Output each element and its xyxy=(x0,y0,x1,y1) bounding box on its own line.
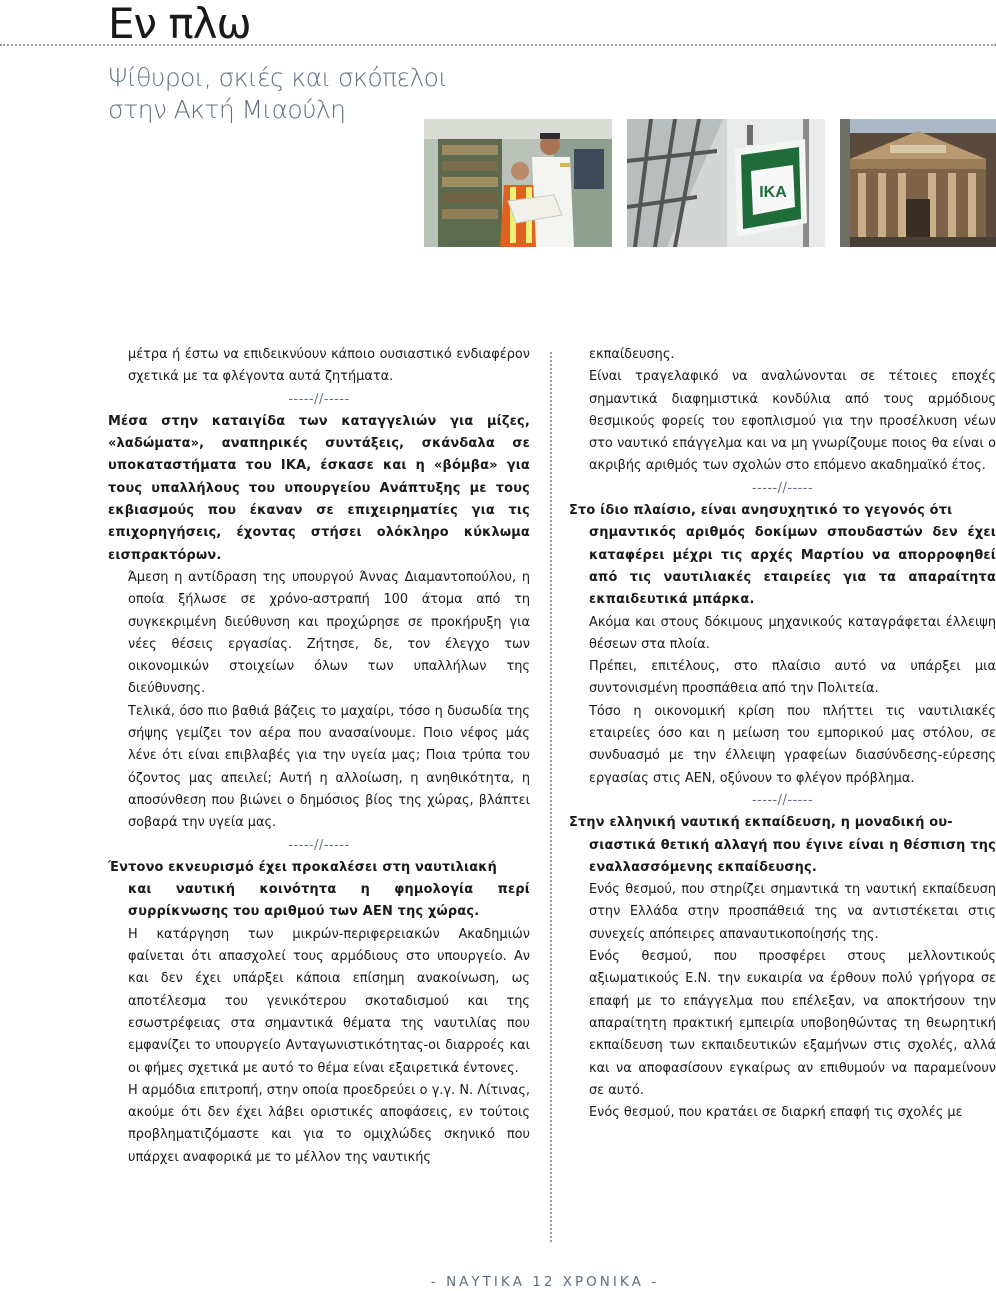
paragraph-10: Ενός θεσμού, που κρατάει σε διαρκή επαφή τις σχολές με xyxy=(589,1105,963,1121)
section-separator: -----//----- xyxy=(751,480,814,496)
photo-building xyxy=(840,119,996,247)
ika-sign-text: IKA xyxy=(759,184,787,201)
section-separator: -----//----- xyxy=(288,391,350,407)
lead-3-rest: σημαντικός αριθμός δοκίμων σπουδαστών δεν έχει καταφέρει μέχρι τις αρχές Μαρτίου να απορροφηθεί από τις ναυτιλιακές εταιρείες για τα απαραίτητα εκπαιδευτικά μπάρκα. xyxy=(589,525,996,608)
lead-4-rest: σιαστικά θετική αλλαγή που έγινε είναι η θέσπιση της εναλλασσόμενης εκπαίδευσης. xyxy=(589,837,996,875)
lead-3-first-line: Στο ίδιο πλαίσιο, είναι ανησυχητικό το γεγονός ότι xyxy=(569,503,953,519)
paragraph-7: Τόσο η οικονομική κρίση που πλήττει τις ναυτιλιακές εταιρείες όσο και η μείωση του εμπορικού μας στόλου, σε συνδυασμό με την έλλειψη γραφείων διασύνδεσης-εύρεσης εργασίας στις ΑΕΝ, οξύνουν το φλέγον πρόβλημα. xyxy=(589,703,996,786)
lead-2-rest: και ναυτική κοινότητα η φημολογία περί συρρίκνωσης του αριθμού των ΑΕΝ της χώρας. xyxy=(128,882,530,920)
paragraph-8: Ενός θεσμού, που στηρίζει σημαντικά τη ναυτική εκπαίδευση στην Ελλάδα στην προσπάθειά της να αντιστέκεται στις συνεχείς απόπειρες απαναυτικοποίησής της. xyxy=(589,882,996,942)
photo-ika-sign xyxy=(627,119,825,247)
paragraph-6: Πρέπει, επιτέλους, στο πλαίσιο αυτό να υπάρξει μια συντονισμένη προσπάθεια από την Πολιτεία. xyxy=(589,659,996,697)
paragraph-3: Η κατάργηση των μικρών-περιφερειακών Ακαδημιών φαίνεται ότι απασχολεί τους αρμόδιους στο υπουργείο. Αν και δεν έχει υπάρξει κάποια επίσημη ανακοίνωση, ως αποτέλεσμα του γενικότερου σκοταδισμού και της εσωστρέφειας στα σημαντικά θέματα της ναυτιλίας που εμφανίζει το υπουργείο Ανταγωνιστικότητας-οι διαρροές και οι φήμες σχετικά με αυτό το θέμα είναι εξαιρετικά έντονες. xyxy=(128,926,530,1076)
photo-ship-officers xyxy=(424,119,612,247)
paragraph-5: Ακόμα και στους δόκιμους μηχανικούς καταγράφεται έλλειψη θέσεων στα πλοία. xyxy=(589,614,996,652)
lead-paragraph-1: Μέσα στην καταιγίδα των καταγγελιών για μίζες, «λαδώματα», αναπηρικές συντάξεις, σκάνδαλα σε υποκαταστήματα του ΙΚΑ, έσκασε και η «βόμβα» για τους υπαλλήλους του υπουργείου Ανάπτυξης με τους εκβιασμούς που έκαναν σε επιχειρηματίες για τις επιχορηγήσεις, έχοντας στήσει ολόκληρο κύκλωμα εισπρακτόρων. xyxy=(108,413,530,563)
right-column xyxy=(569,344,996,1124)
column-divider xyxy=(550,352,552,1242)
paragraph-9: Ενός θεσμού, που προσφέρει στους μελλοντικούς αξιωματικούς Ε.Ν. την ευκαιρία να έρθουν πολύ γρήγορα σε επαφή με το επάγγελμα που επέλεξαν, να αποκτήσουν την απαραίτητη πρακτική εμπειρία υποβοηθώντας τη θεωρητική εκπαίδευση των εκπαιδευτικών εξαμήνων στις σχολές, αλλά και να αποφασίσουν εγκαίρως αν επιθυμούν να παραμείνουν σε αυτό. xyxy=(589,949,996,1098)
paragraph-top-1: εκπαίδευσης. xyxy=(589,347,675,362)
lead-paragraph-4 xyxy=(569,812,996,879)
page-footer: - ΝΑΥΤΙΚΑ 12 ΧΡΟΝΙΚΑ - xyxy=(430,1274,660,1290)
paragraph-2: Τελικά, όσο πιο βαθιά βάζεις το μαχαίρι, τόσο η δυσωδία της σήψης γεμίζει τον αέρα που ανασαίνουμε. Ποιο νέφος μάς λένε ότι είναι επιβλαβές για την υγεία μας; Ποια τρύπα του όζοντος μας απειλεί; Αυτή η αλλοίωση, η ανηθικότητα, η αποσύνθεση που βιώνει ο δημόσιος βίος της χώρας, βλάπτει σοβαρά την υγεία μας. xyxy=(128,703,530,831)
lead-paragraph-2 xyxy=(108,857,530,924)
section-separator: -----//----- xyxy=(751,792,814,808)
left-column xyxy=(108,344,530,1169)
paragraph-1: Άμεση η αντίδραση της υπουργού Άννας Διαμαντοπούλου, η οποία ξήλωσε σε χρόνο-αστραπή 100 άτομα από τη συγκεκριμένη διεύθυνση και προχώρησε σε προκήρυξη για νέες θέσεις εργασίας. Ζήτησε, δε, τον έλεγχο των οικονομικών στοιχείων όλων των υπαλλήλων της διεύθυνσης. xyxy=(128,569,530,697)
section-title: Εν πλω xyxy=(108,0,251,48)
header-divider xyxy=(0,44,996,46)
paragraph-4: Η αρμόδια επιτροπή, στην οποία προεδρεύει ο γ.γ. Ν. Λίτινας, ακούμε ότι δεν έχει λάβει οριστικές αποφάσεις, εν τούτοις προβληματιζόμαστε και για το ομιχλώδες σκηνικό που υπάρχει αναφορικά με το μέλλον της ναυτικής xyxy=(128,1082,530,1165)
section-separator: -----//----- xyxy=(288,837,350,853)
lead-4-first-line: Στην ελληνική ναυτική εκπαίδευση, η μοναδική ου- xyxy=(569,815,953,831)
article-subtitle: Ψίθυροι, σκιές και σκόπελοι στην Ακτή Μιαούλη xyxy=(108,63,448,124)
lead-paragraph-3 xyxy=(569,500,996,611)
paragraph-intro: μέτρα ή έστω να επιδεικνύουν κάποιο ουσιαστικό ενδιαφέρον σχετικά με τα φλέγοντα αυτά ζητήματα. xyxy=(128,347,530,385)
lead-2-first-line: Έντονο εκνευρισμό έχει προκαλέσει στη ναυτιλιακή xyxy=(108,859,498,875)
paragraph-top-2: Είναι τραγελαφικό να αναλώνονται σε τέτοιες εποχές σημαντικά διαφημιστικά κονδύλια από τους αρμόδιους θεσμικούς φορείς του εφοπλισμού για την προσέλκυση νέων στο ναυτικό επάγγελμα και να μη γνωρίζουμε ποιος θα είναι ο ακριβής αριθμός των σχολών στο επόμενο ακαδημαϊκό έτος. xyxy=(589,369,996,474)
